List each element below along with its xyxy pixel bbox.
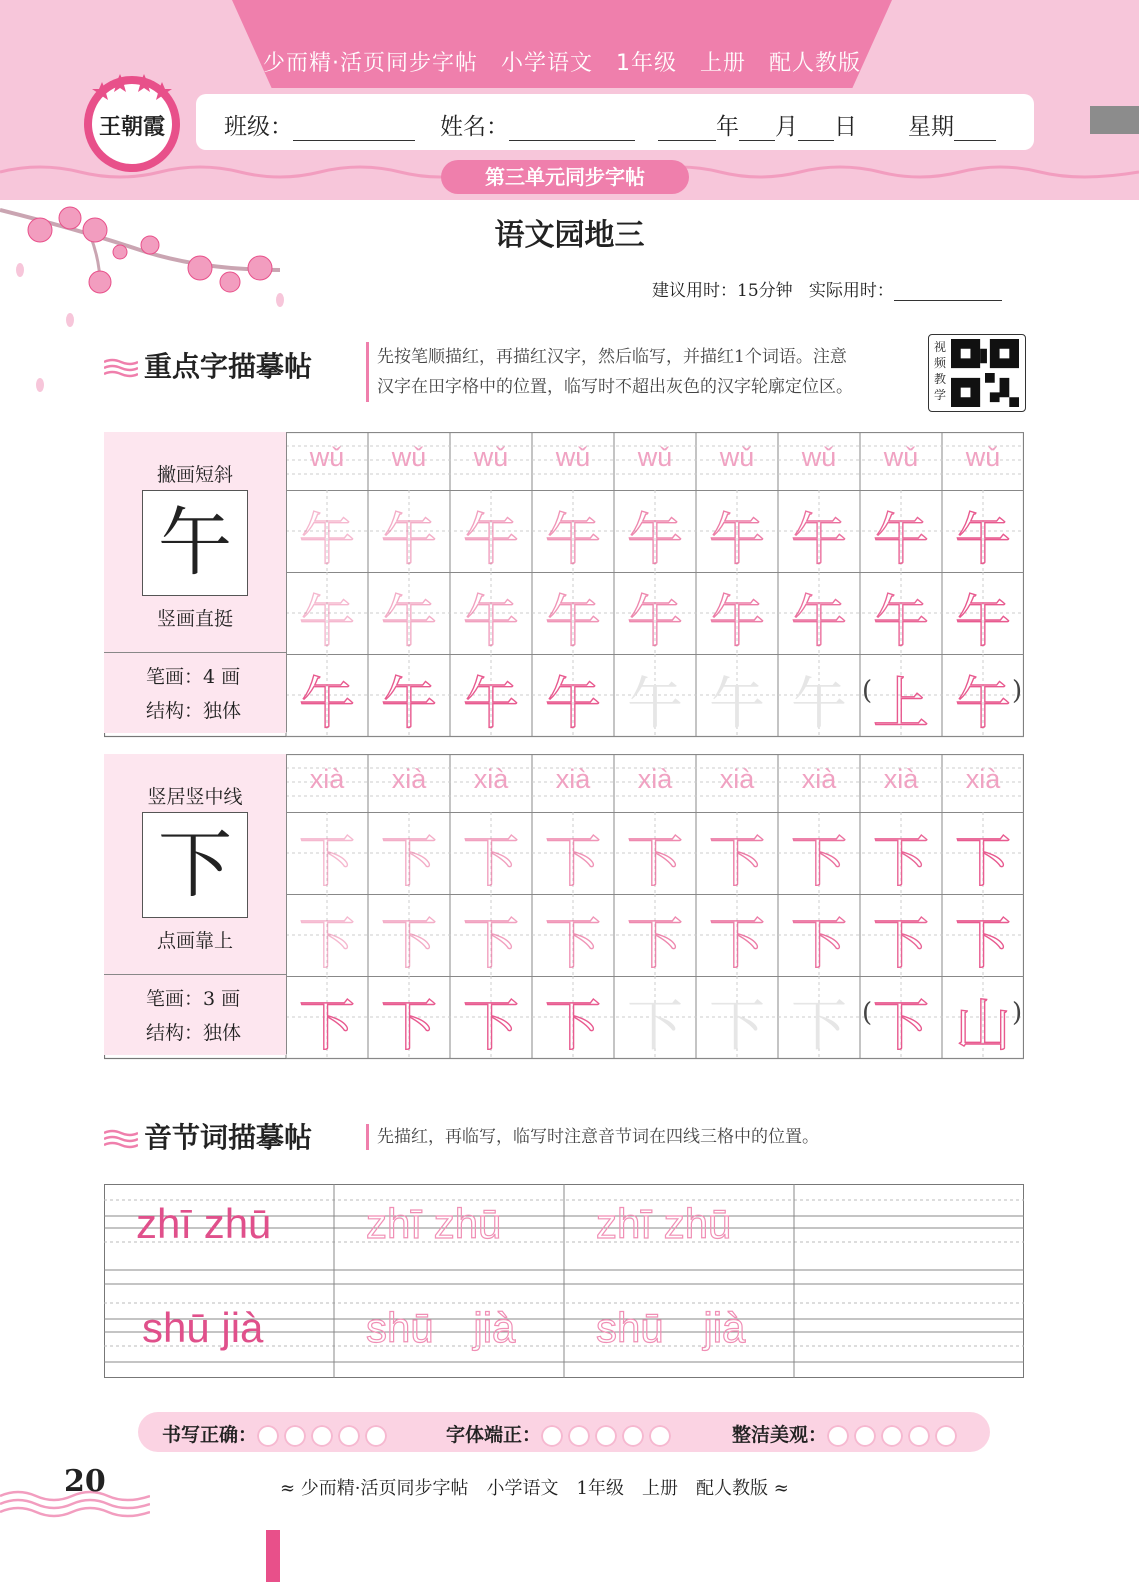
pinyin-trace[interactable]: wǔ xyxy=(965,442,1001,472)
pinyin-trace[interactable]: xià xyxy=(391,764,427,794)
section2-instruction: 先描红，再临写，临写时注意音节词在四线三格中的位置。 xyxy=(366,1124,997,1150)
trace-char[interactable]: 午 xyxy=(299,672,355,737)
month-input-line[interactable] xyxy=(739,116,775,141)
trace-char[interactable]: 下 xyxy=(299,912,355,977)
char-practice-block-1 xyxy=(104,432,1024,738)
stroke-count: 笔画：4 画 xyxy=(146,666,241,688)
name-input-line[interactable] xyxy=(509,116,635,141)
page-number: 20 xyxy=(64,1464,106,1499)
syllable-practice-grid xyxy=(104,1184,1024,1378)
outline-placeholder[interactable]: 下 xyxy=(627,994,683,1059)
trace-char[interactable]: 午 xyxy=(709,508,765,573)
flower-icon[interactable] xyxy=(935,1425,957,1447)
footer-text: ≈ 少而精·活页同步字帖 小学语文 1年级 上册 配人教版 ≈ xyxy=(280,1478,789,1499)
trace-char[interactable]: 午 xyxy=(955,508,1011,573)
qr-pattern-icon xyxy=(951,339,1019,407)
trace-char[interactable]: 午 xyxy=(791,590,847,655)
section1-instruction: 先按笔顺描红，再描红汉字，然后临写，并描红1个词语。注意 汉字在田字格中的位置，临写时不超出灰色的汉字轮廓定位区。 xyxy=(366,342,925,402)
pinyin-trace[interactable]: wǔ xyxy=(801,442,837,472)
trace-char[interactable]: 下 xyxy=(381,912,437,977)
char-practice-block-2 xyxy=(104,754,1024,1060)
structure: 结构：独体 xyxy=(146,1022,242,1044)
trace-char[interactable]: 午 xyxy=(873,508,929,573)
trace-char[interactable]: 下 xyxy=(545,912,601,977)
outline-placeholder[interactable]: 下 xyxy=(709,994,765,1059)
note-top: 竖居竖中线 xyxy=(147,786,243,808)
pinyin-trace[interactable]: wǔ xyxy=(637,442,673,472)
class-input-line[interactable] xyxy=(293,116,415,141)
trace-char[interactable]: 午 xyxy=(381,508,437,573)
pinyin-trace[interactable]: xià xyxy=(801,764,837,794)
trace-char[interactable]: 午 xyxy=(545,508,601,573)
series-title: 少而精·活页同步字帖 小学语文 1年级 上册 配人教版 xyxy=(263,51,861,76)
pinyin-trace[interactable]: wǔ xyxy=(555,442,591,472)
trace-char[interactable]: 午 xyxy=(791,508,847,573)
pinyin-trace[interactable]: xià xyxy=(637,764,673,794)
outline-placeholder[interactable]: 午 xyxy=(627,672,683,737)
flower-icon[interactable] xyxy=(311,1425,333,1447)
structure: 结构：独体 xyxy=(146,700,242,722)
unit-label: 第三单元同步字帖 xyxy=(441,160,689,194)
actual-time-input-line[interactable] xyxy=(894,282,1002,301)
pinyin-trace[interactable]: wǔ xyxy=(883,442,919,472)
flower-icon[interactable] xyxy=(595,1425,617,1447)
word-trace-char[interactable]: 午 xyxy=(955,672,1011,737)
trace-char[interactable]: 下 xyxy=(709,830,765,895)
pinyin-trace[interactable]: wǔ xyxy=(309,442,345,472)
wave-icon xyxy=(104,1129,138,1149)
syllable-trace[interactable]: zhī zhū xyxy=(366,1200,502,1247)
word-trace-char[interactable]: 上 xyxy=(873,672,929,737)
pinyin-trace[interactable]: xià xyxy=(965,764,1001,794)
student-info-bar xyxy=(196,94,1034,150)
flower-icon[interactable] xyxy=(622,1425,644,1447)
qr-label: 视频教学 xyxy=(933,340,946,402)
note-bottom: 竖画直挺 xyxy=(156,608,233,630)
word-close-paren: ) xyxy=(1012,676,1023,706)
note-bottom: 点画靠上 xyxy=(156,930,233,952)
syllable-trace[interactable]: zhī zhū xyxy=(596,1200,732,1247)
edge-tab xyxy=(1090,106,1139,134)
flower-icon[interactable] xyxy=(541,1425,563,1447)
trace-char[interactable]: 下 xyxy=(791,912,847,977)
syllable-word-2: shū jià xyxy=(142,1304,264,1351)
syllable-trace[interactable]: shū jià xyxy=(366,1304,516,1351)
trace-char[interactable]: 下 xyxy=(463,994,519,1059)
flower-icon[interactable] xyxy=(908,1425,930,1447)
qr-code[interactable] xyxy=(928,334,1026,412)
flower-icon[interactable] xyxy=(284,1425,306,1447)
model-char-box xyxy=(142,490,248,596)
outline-placeholder[interactable]: 午 xyxy=(791,672,847,737)
trace-char[interactable]: 下 xyxy=(627,912,683,977)
pinyin-trace[interactable]: xià xyxy=(719,764,755,794)
flower-icon[interactable] xyxy=(854,1425,876,1447)
trace-char[interactable]: 午 xyxy=(463,590,519,655)
model-char: 下 xyxy=(158,822,232,908)
flower-icon[interactable] xyxy=(881,1425,903,1447)
trace-char[interactable]: 午 xyxy=(463,672,519,737)
date-field: 年 月 日 xyxy=(658,108,857,141)
word-close-paren: ) xyxy=(1012,998,1023,1028)
weekday-input-line[interactable] xyxy=(954,116,996,141)
trace-char[interactable]: 午 xyxy=(955,590,1011,655)
word-open-paren: ( xyxy=(862,998,873,1028)
trace-char[interactable]: 下 xyxy=(627,830,683,895)
rating-neat-font: 字体端正： xyxy=(446,1420,676,1447)
trace-char[interactable]: 下 xyxy=(791,830,847,895)
word-trace-char[interactable]: 山 xyxy=(955,994,1011,1059)
pinyin-trace[interactable]: xià xyxy=(555,764,591,794)
trace-char[interactable]: 下 xyxy=(545,830,601,895)
pinyin-trace[interactable]: wǔ xyxy=(473,442,509,472)
page-title: 语文园地三 xyxy=(494,218,645,253)
section1-heading: 重点字描摹帖 xyxy=(104,345,312,385)
trace-char[interactable]: 下 xyxy=(299,830,355,895)
logo-text: 王朝霞 xyxy=(98,114,166,140)
trace-char[interactable]: 午 xyxy=(545,672,601,737)
pinyin-trace[interactable]: wǔ xyxy=(719,442,755,472)
trace-char[interactable]: 下 xyxy=(463,830,519,895)
trace-char[interactable]: 下 xyxy=(873,912,929,977)
trace-char[interactable]: 午 xyxy=(709,590,765,655)
weekday-field: 星期 xyxy=(908,108,996,141)
trace-char[interactable]: 下 xyxy=(381,994,437,1059)
outline-placeholder[interactable]: 下 xyxy=(791,994,847,1059)
syllable-word-1: zhī zhū xyxy=(136,1200,272,1247)
trace-char[interactable]: 午 xyxy=(463,508,519,573)
pinyin-trace[interactable]: wǔ xyxy=(391,442,427,472)
trace-char[interactable]: 下 xyxy=(545,994,601,1059)
syllable-trace[interactable]: shū jià xyxy=(596,1304,746,1351)
trace-char[interactable]: 下 xyxy=(955,912,1011,977)
self-rating-bar xyxy=(138,1412,990,1452)
year-input-line[interactable] xyxy=(658,116,716,141)
brand-logo xyxy=(80,70,184,174)
trace-char[interactable]: 午 xyxy=(873,590,929,655)
trace-char[interactable]: 下 xyxy=(299,994,355,1059)
pinyin-trace[interactable]: xià xyxy=(309,764,345,794)
model-char: 午 xyxy=(158,500,232,586)
flower-icon[interactable] xyxy=(568,1425,590,1447)
stroke-count: 笔画：3 画 xyxy=(146,988,241,1010)
flower-icon[interactable] xyxy=(257,1425,279,1447)
trace-char[interactable]: 午 xyxy=(627,590,683,655)
trace-char[interactable]: 午 xyxy=(627,508,683,573)
model-char-box xyxy=(142,812,248,918)
flower-icon[interactable] xyxy=(338,1425,360,1447)
day-input-line[interactable] xyxy=(798,116,834,141)
trace-char[interactable]: 午 xyxy=(545,590,601,655)
trace-char[interactable]: 下 xyxy=(381,830,437,895)
rating-correct: 书写正确： xyxy=(162,1420,392,1447)
section2-heading: 音节词描摹帖 xyxy=(104,1116,312,1156)
word-open-paren: ( xyxy=(862,676,873,706)
flower-icon[interactable] xyxy=(827,1425,849,1447)
trace-char[interactable]: 下 xyxy=(873,830,929,895)
pinyin-trace[interactable]: xià xyxy=(473,764,509,794)
trace-char[interactable]: 午 xyxy=(381,590,437,655)
wave-icon xyxy=(104,358,138,378)
trace-char[interactable]: 下 xyxy=(463,912,519,977)
trace-char[interactable]: 下 xyxy=(955,830,1011,895)
note-top: 撇画短斜 xyxy=(156,464,233,486)
flower-icon[interactable] xyxy=(365,1425,387,1447)
trace-char[interactable]: 午 xyxy=(299,590,355,655)
outline-placeholder[interactable]: 午 xyxy=(709,672,765,737)
rating-clean: 整洁美观： xyxy=(732,1420,962,1447)
bottom-marker xyxy=(266,1530,280,1582)
trace-char[interactable]: 下 xyxy=(709,912,765,977)
trace-char[interactable]: 午 xyxy=(381,672,437,737)
trace-char[interactable]: 午 xyxy=(299,508,355,573)
time-info: 建议用时：15分钟 实际用时： xyxy=(652,276,1002,301)
pinyin-trace[interactable]: xià xyxy=(883,764,919,794)
name-label: 姓名： xyxy=(440,108,635,141)
word-trace-char[interactable]: 下 xyxy=(873,994,929,1059)
class-label: 班级： xyxy=(224,108,415,141)
flower-icon[interactable] xyxy=(649,1425,671,1447)
